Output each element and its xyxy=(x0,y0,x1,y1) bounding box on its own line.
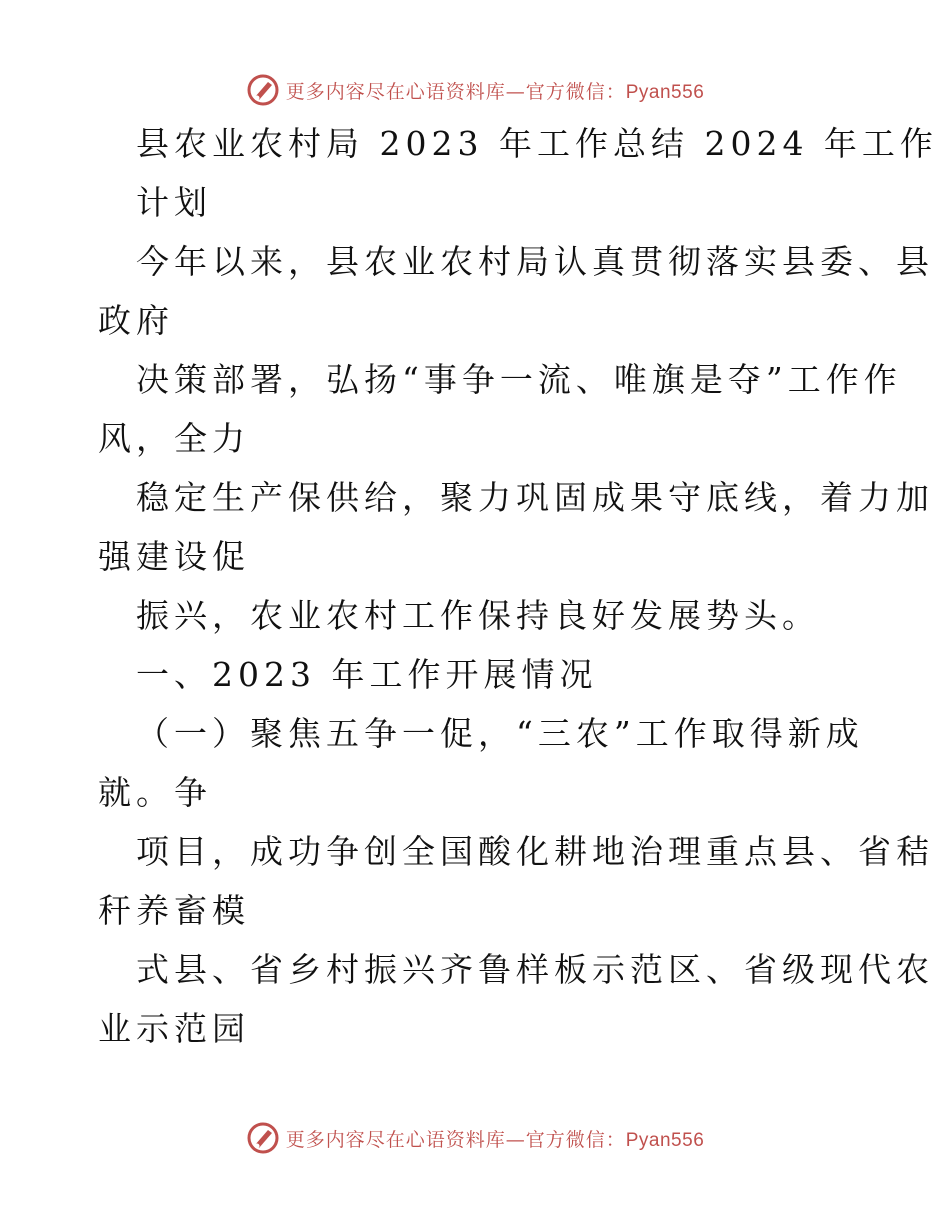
text-line: 风，全力 xyxy=(98,419,250,458)
text-line: 稳定生产保供给，聚力巩固成果守底线，着力加 xyxy=(136,478,934,517)
header-watermark xyxy=(0,70,950,110)
text-line: 振兴，农业农村工作保持良好发展势头。 xyxy=(136,596,820,635)
text-line: 项目，成功争创全国酸化耕地治理重点县、省秸 xyxy=(136,832,934,871)
text-line: 决策部署，弘扬“事争一流、唯旗是夺”工作作 xyxy=(136,360,902,399)
document-body xyxy=(98,114,938,1058)
pen-seal-icon xyxy=(246,1121,280,1155)
pen-seal-icon xyxy=(246,73,280,107)
text-line: 秆养畜模 xyxy=(98,891,250,930)
text-line: 一、2023 年工作开展情况 xyxy=(136,655,598,694)
text-line: 政府 xyxy=(98,301,174,340)
text-line: 今年以来，县农业农村局认真贯彻落实县委、县 xyxy=(136,242,934,281)
text-line: 就。争 xyxy=(98,773,212,812)
text-line: 强建设促 xyxy=(98,537,250,576)
text-line: （一）聚焦五争一促，“三农”工作取得新成 xyxy=(136,714,864,753)
footer-watermark xyxy=(0,1118,950,1158)
text-line: 县农业农村局 2023 年工作总结 2024 年工作 xyxy=(136,124,938,163)
text-line: 业示范园 xyxy=(98,1009,250,1048)
text-line: 计划 xyxy=(136,183,212,222)
text-line: 式县、省乡村振兴齐鲁样板示范区、省级现代农 xyxy=(136,950,934,989)
watermark-text: 更多内容尽在心语资料库—官方微信：Pyan556 xyxy=(285,80,705,103)
watermark-text: 更多内容尽在心语资料库—官方微信：Pyan556 xyxy=(285,1128,705,1151)
